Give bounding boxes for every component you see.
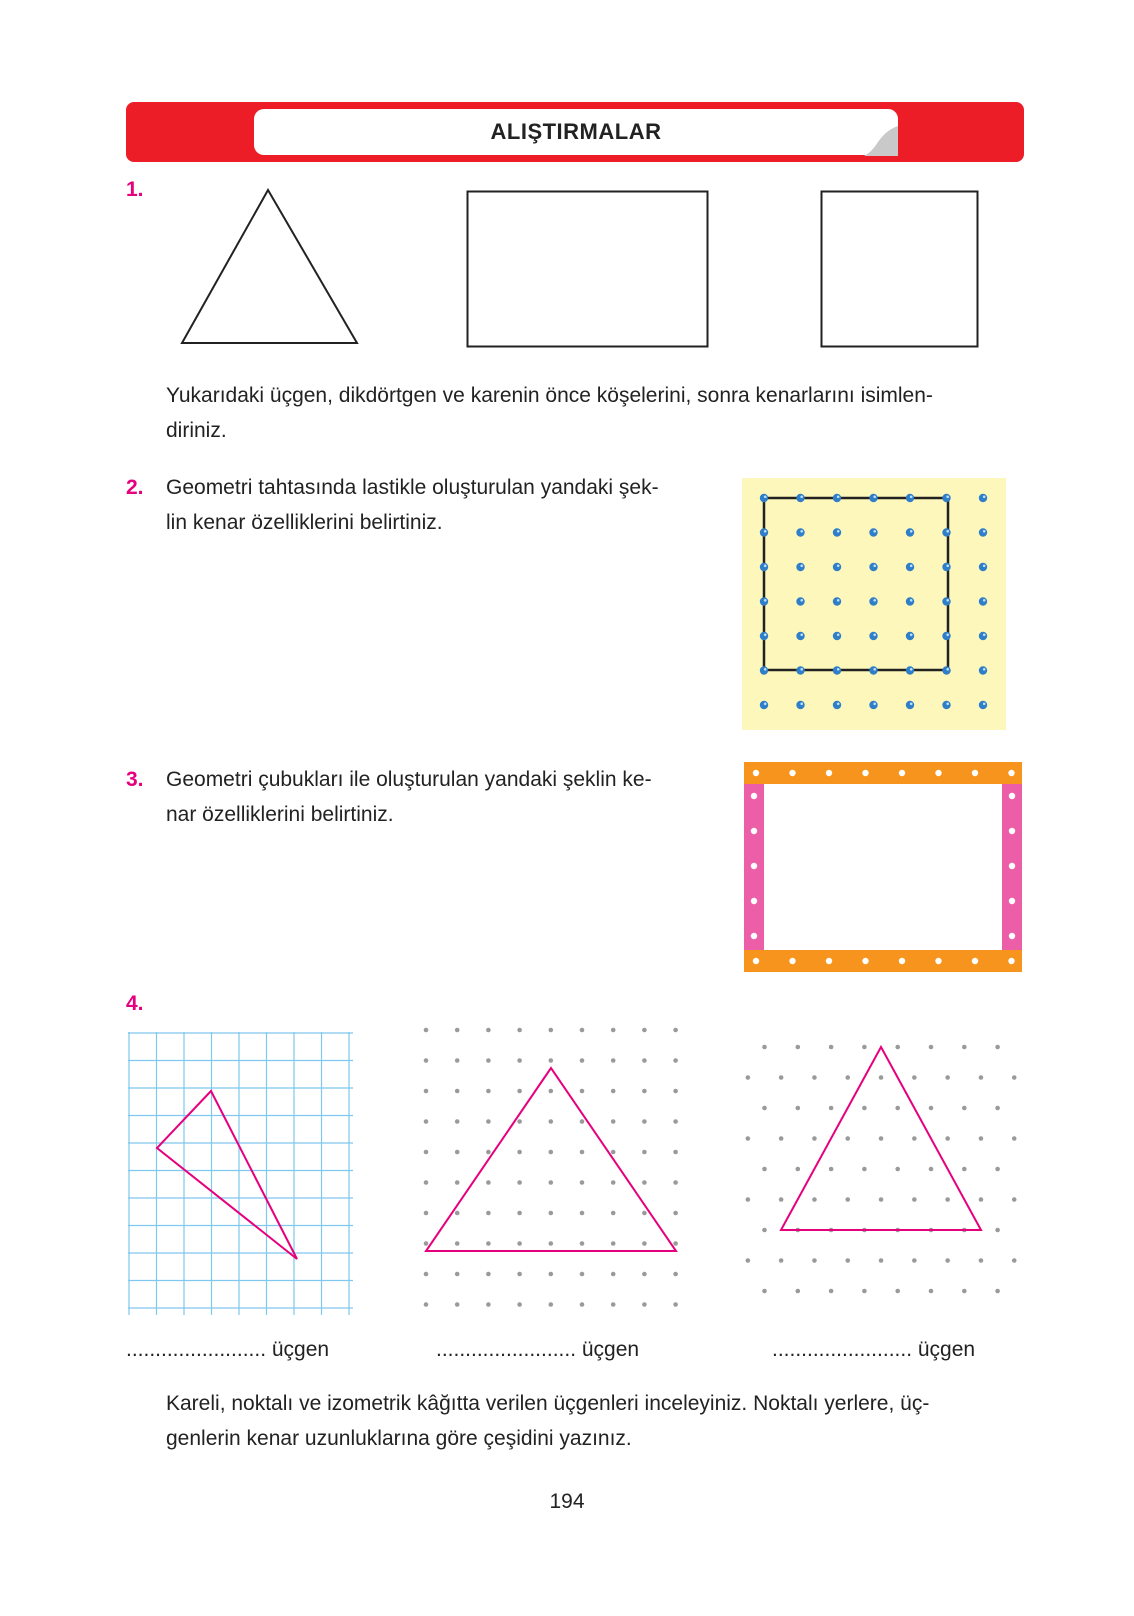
geoboard-peg bbox=[906, 632, 914, 640]
grid-dot bbox=[979, 1197, 984, 1202]
grid-dot bbox=[424, 1058, 429, 1063]
grid-dot bbox=[642, 1272, 647, 1277]
grid-dot bbox=[945, 1075, 950, 1080]
grid-dot bbox=[642, 1150, 647, 1155]
page-curl-decoration bbox=[864, 126, 898, 156]
exercise-2-text-line2: lin kenar özelliklerini belirtiniz. bbox=[166, 511, 443, 534]
grid-dot bbox=[424, 1211, 429, 1216]
geoboard-peg bbox=[979, 666, 987, 674]
geoboard-peg bbox=[869, 666, 877, 674]
grid-dot bbox=[845, 1075, 850, 1080]
grid-dot bbox=[673, 1211, 678, 1216]
geoboard-peg bbox=[906, 494, 914, 502]
grid-dot bbox=[962, 1289, 967, 1294]
grid-dot bbox=[673, 1058, 678, 1063]
grid-dot bbox=[580, 1119, 585, 1124]
geoboard-peg bbox=[979, 701, 987, 709]
grid-dot bbox=[812, 1258, 817, 1263]
square-shape bbox=[820, 190, 980, 350]
grid-dot bbox=[929, 1289, 934, 1294]
grid-dot bbox=[912, 1197, 917, 1202]
geoboard-peg bbox=[869, 494, 877, 502]
stick-hole bbox=[751, 863, 757, 869]
grid-dot bbox=[455, 1058, 460, 1063]
stick-hole bbox=[899, 770, 905, 776]
grid-dot bbox=[829, 1167, 834, 1172]
grid-dot bbox=[829, 1106, 834, 1111]
exercise-2-text-line1: Geometri tahtasında lastikle oluşturulan yandaki şek- bbox=[166, 476, 659, 499]
geoboard-peg bbox=[942, 597, 950, 605]
geoboard-peg bbox=[942, 666, 950, 674]
blank-dots: ........................ bbox=[772, 1338, 913, 1361]
grid-dot bbox=[673, 1180, 678, 1185]
grid-dot bbox=[895, 1289, 900, 1294]
grid-dot bbox=[611, 1089, 616, 1094]
grid-dot bbox=[945, 1197, 950, 1202]
grid-dot bbox=[517, 1241, 522, 1246]
grid-dot bbox=[845, 1136, 850, 1141]
geoboard-peg bbox=[796, 528, 804, 536]
geoboard-peg bbox=[979, 632, 987, 640]
geoboard-peg bbox=[833, 632, 841, 640]
grid-dot bbox=[995, 1167, 1000, 1172]
geoboard-peg bbox=[760, 701, 768, 709]
stick-hole bbox=[751, 933, 757, 939]
grid-dot bbox=[879, 1197, 884, 1202]
grid-dot bbox=[912, 1258, 917, 1263]
grid-dot bbox=[517, 1119, 522, 1124]
stick-hole bbox=[1008, 770, 1014, 776]
grid-dot bbox=[580, 1272, 585, 1277]
geoboard-peg bbox=[869, 528, 877, 536]
grid-dot bbox=[549, 1241, 554, 1246]
answer-blank-2[interactable] bbox=[436, 1338, 639, 1362]
grid-dot bbox=[796, 1289, 801, 1294]
grid-dot bbox=[779, 1197, 784, 1202]
triangle-shape bbox=[180, 188, 360, 348]
geoboard-peg bbox=[906, 666, 914, 674]
stick-hole bbox=[1009, 898, 1015, 904]
page-number: 194 bbox=[549, 1490, 585, 1513]
square-grid-paper bbox=[128, 1032, 354, 1316]
exercise-1-text-line1: Yukarıdaki üçgen, dikdörtgen ve karenin önce köşelerini, sonra kenarlarını isimlen- bbox=[166, 384, 933, 407]
grid-dot bbox=[517, 1089, 522, 1094]
stick-hole bbox=[935, 770, 941, 776]
grid-dot bbox=[879, 1136, 884, 1141]
grid-dot bbox=[580, 1180, 585, 1185]
stick-hole bbox=[751, 898, 757, 904]
stick-hole bbox=[972, 770, 978, 776]
exercise-3-text-line1: Geometri çubukları ile oluşturulan yandaki şeklin ke- bbox=[166, 768, 652, 791]
bottom-stick bbox=[744, 950, 1022, 972]
grid-dot bbox=[517, 1302, 522, 1307]
geoboard-peg bbox=[869, 632, 877, 640]
grid-dot bbox=[1012, 1258, 1017, 1263]
geoboard-peg bbox=[979, 528, 987, 536]
stick-hole bbox=[1009, 828, 1015, 834]
geoboard-peg bbox=[796, 666, 804, 674]
grid-dot bbox=[779, 1136, 784, 1141]
geoboard-peg bbox=[869, 563, 877, 571]
grid-dot bbox=[995, 1228, 1000, 1233]
grid-dot bbox=[580, 1150, 585, 1155]
grid-dot bbox=[611, 1272, 616, 1277]
grid-dot bbox=[929, 1045, 934, 1050]
grid-dot bbox=[673, 1028, 678, 1033]
grid-dot bbox=[962, 1167, 967, 1172]
grid-dot bbox=[812, 1075, 817, 1080]
exercise-3-text-line2: nar özelliklerini belirtiniz. bbox=[166, 803, 394, 826]
grid-dot bbox=[517, 1058, 522, 1063]
geometry-sticks-rectangle bbox=[744, 762, 1024, 972]
exercise-1-text-line2: diriniz. bbox=[166, 419, 227, 442]
geoboard-peg bbox=[906, 597, 914, 605]
geoboard-peg bbox=[942, 632, 950, 640]
grid-dot bbox=[486, 1028, 491, 1033]
grid-dot bbox=[746, 1197, 751, 1202]
grid-dot bbox=[611, 1241, 616, 1246]
grid-dot bbox=[424, 1272, 429, 1277]
grid-dot bbox=[517, 1180, 522, 1185]
grid-dot bbox=[945, 1258, 950, 1263]
grid-dot bbox=[862, 1106, 867, 1111]
geoboard-peg bbox=[833, 528, 841, 536]
grid-dot bbox=[486, 1180, 491, 1185]
grid-dot bbox=[979, 1136, 984, 1141]
stick-hole bbox=[826, 770, 832, 776]
grid-dot bbox=[912, 1136, 917, 1141]
exercise-4-text-line2: genlerin kenar uzunluklarına göre çeşidini yazınız. bbox=[166, 1427, 632, 1450]
exercise-4-number: 4. bbox=[126, 992, 144, 1015]
geoboard-peg bbox=[796, 701, 804, 709]
grid-dot bbox=[895, 1045, 900, 1050]
grid-dot bbox=[995, 1106, 1000, 1111]
grid-dot bbox=[673, 1272, 678, 1277]
grid-dot bbox=[549, 1211, 554, 1216]
geoboard-peg bbox=[906, 528, 914, 536]
stick-hole bbox=[935, 958, 941, 964]
isosceles-triangle bbox=[426, 1068, 676, 1251]
isometric-paper bbox=[742, 1036, 1024, 1316]
grid-dot bbox=[962, 1106, 967, 1111]
stick-hole bbox=[862, 770, 868, 776]
grid-dot bbox=[962, 1045, 967, 1050]
geoboard-peg bbox=[906, 701, 914, 709]
grid-dot bbox=[486, 1241, 491, 1246]
geoboard-peg bbox=[833, 563, 841, 571]
grid-dot bbox=[995, 1045, 1000, 1050]
grid-dot bbox=[580, 1089, 585, 1094]
grid-dot bbox=[549, 1150, 554, 1155]
grid-dot bbox=[611, 1180, 616, 1185]
geoboard-peg bbox=[833, 666, 841, 674]
grid-dot bbox=[517, 1211, 522, 1216]
rectangle-shape bbox=[466, 190, 710, 350]
geoboard-peg bbox=[760, 563, 768, 571]
grid-dot bbox=[1012, 1075, 1017, 1080]
geoboard bbox=[742, 478, 1006, 730]
answer-blank-3[interactable] bbox=[772, 1338, 975, 1362]
grid-dot bbox=[580, 1241, 585, 1246]
grid-dot bbox=[912, 1075, 917, 1080]
geoboard-peg bbox=[760, 597, 768, 605]
grid-dot bbox=[486, 1150, 491, 1155]
grid-dot bbox=[762, 1289, 767, 1294]
stick-hole bbox=[753, 770, 759, 776]
grid-dot bbox=[642, 1119, 647, 1124]
grid-dot bbox=[611, 1150, 616, 1155]
grid-dot bbox=[455, 1028, 460, 1033]
grid-dot bbox=[580, 1302, 585, 1307]
grid-dot bbox=[486, 1211, 491, 1216]
grid-dot bbox=[455, 1272, 460, 1277]
grid-dot bbox=[796, 1167, 801, 1172]
stick-hole bbox=[862, 958, 868, 964]
grid-dot bbox=[611, 1211, 616, 1216]
grid-dot bbox=[779, 1258, 784, 1263]
stick-hole bbox=[826, 958, 832, 964]
grid-dot bbox=[455, 1180, 460, 1185]
grid-dot bbox=[424, 1089, 429, 1094]
grid-dot bbox=[424, 1241, 429, 1246]
grid-dot bbox=[862, 1289, 867, 1294]
grid-dot bbox=[746, 1136, 751, 1141]
geoboard-peg bbox=[833, 701, 841, 709]
geoboard-peg bbox=[942, 494, 950, 502]
grid-dot bbox=[517, 1150, 522, 1155]
geoboard-peg bbox=[760, 528, 768, 536]
grid-dot bbox=[929, 1167, 934, 1172]
stick-hole bbox=[1008, 958, 1014, 964]
blank-suffix: üçgen bbox=[581, 1338, 640, 1361]
grid-dot bbox=[455, 1089, 460, 1094]
geoboard-peg bbox=[942, 528, 950, 536]
grid-dot bbox=[746, 1258, 751, 1263]
grid-dot bbox=[829, 1289, 834, 1294]
geoboard-peg bbox=[796, 597, 804, 605]
grid-dot bbox=[424, 1150, 429, 1155]
grid-dot bbox=[549, 1058, 554, 1063]
grid-dot bbox=[580, 1058, 585, 1063]
geoboard-peg bbox=[942, 563, 950, 571]
grid-dot bbox=[611, 1302, 616, 1307]
grid-dot bbox=[673, 1302, 678, 1307]
grid-dot bbox=[517, 1028, 522, 1033]
grid-dot bbox=[455, 1150, 460, 1155]
grid-dot bbox=[486, 1058, 491, 1063]
stick-hole bbox=[753, 958, 759, 964]
grid-dot bbox=[1012, 1197, 1017, 1202]
grid-dot bbox=[455, 1211, 460, 1216]
grid-dot bbox=[549, 1302, 554, 1307]
stick-hole bbox=[1009, 863, 1015, 869]
grid-dot bbox=[862, 1167, 867, 1172]
geoboard-peg bbox=[796, 494, 804, 502]
geoboard-peg bbox=[869, 701, 877, 709]
grid-dot bbox=[549, 1272, 554, 1277]
geoboard-peg bbox=[869, 597, 877, 605]
geoboard-peg bbox=[833, 597, 841, 605]
grid-dot bbox=[879, 1258, 884, 1263]
grid-dot bbox=[424, 1028, 429, 1033]
scalene-triangle bbox=[157, 1091, 297, 1259]
stick-hole bbox=[789, 770, 795, 776]
grid-dot bbox=[812, 1197, 817, 1202]
grid-dot bbox=[779, 1075, 784, 1080]
geoboard-peg bbox=[979, 597, 987, 605]
geoboard-peg bbox=[942, 701, 950, 709]
grid-dot bbox=[762, 1045, 767, 1050]
blank-dots: ........................ bbox=[126, 1338, 267, 1361]
grid-dot bbox=[611, 1119, 616, 1124]
stick-hole bbox=[789, 958, 795, 964]
stick-hole bbox=[751, 828, 757, 834]
stick-hole bbox=[1009, 793, 1015, 799]
grid-dot bbox=[549, 1089, 554, 1094]
grid-dot bbox=[424, 1302, 429, 1307]
grid-dot bbox=[762, 1167, 767, 1172]
grid-dot bbox=[642, 1241, 647, 1246]
geoboard-peg bbox=[979, 494, 987, 502]
grid-dot bbox=[486, 1119, 491, 1124]
geoboard-peg bbox=[796, 563, 804, 571]
grid-dot bbox=[796, 1045, 801, 1050]
grid-dot bbox=[455, 1119, 460, 1124]
grid-dot bbox=[580, 1211, 585, 1216]
blank-suffix: üçgen bbox=[271, 1338, 330, 1361]
grid-dot bbox=[642, 1211, 647, 1216]
grid-dot bbox=[895, 1167, 900, 1172]
grid-dot bbox=[762, 1228, 767, 1233]
grid-dot bbox=[549, 1028, 554, 1033]
grid-dot bbox=[746, 1075, 751, 1080]
geoboard-peg bbox=[833, 494, 841, 502]
grid-dot bbox=[642, 1058, 647, 1063]
grid-dot bbox=[895, 1106, 900, 1111]
grid-dot bbox=[673, 1241, 678, 1246]
grid-dot bbox=[455, 1241, 460, 1246]
grid-dot bbox=[995, 1289, 1000, 1294]
grid-dot bbox=[929, 1106, 934, 1111]
grid-dot bbox=[796, 1106, 801, 1111]
grid-dot bbox=[879, 1075, 884, 1080]
grid-dot bbox=[979, 1075, 984, 1080]
grid-dot bbox=[642, 1302, 647, 1307]
grid-dot bbox=[829, 1045, 834, 1050]
stick-hole bbox=[899, 958, 905, 964]
geoboard-peg bbox=[979, 563, 987, 571]
grid-dot bbox=[762, 1106, 767, 1111]
grid-dot bbox=[486, 1272, 491, 1277]
geoboard-peg bbox=[906, 563, 914, 571]
grid-dot bbox=[580, 1028, 585, 1033]
geoboard-peg bbox=[760, 666, 768, 674]
geoboard-peg bbox=[760, 632, 768, 640]
stick-hole bbox=[1009, 933, 1015, 939]
grid-dot bbox=[845, 1197, 850, 1202]
grid-dot bbox=[642, 1028, 647, 1033]
grid-dot bbox=[611, 1058, 616, 1063]
exercise-2-number: 2. bbox=[126, 476, 144, 499]
grid-dot bbox=[424, 1180, 429, 1185]
stick-hole bbox=[751, 793, 757, 799]
stick-hole bbox=[972, 958, 978, 964]
blank-suffix: üçgen bbox=[917, 1338, 976, 1361]
exercise-4-text-line1: Kareli, noktalı ve izometrik kâğıtta verilen üçgenleri inceleyiniz. Noktalı yerlere, üç- bbox=[166, 1392, 930, 1415]
grid-dot bbox=[673, 1150, 678, 1155]
dotted-paper bbox=[420, 1026, 690, 1322]
geoboard-peg bbox=[760, 494, 768, 502]
grid-dot bbox=[611, 1028, 616, 1033]
grid-dot bbox=[862, 1045, 867, 1050]
grid-dot bbox=[549, 1180, 554, 1185]
grid-dot bbox=[486, 1302, 491, 1307]
grid-dot bbox=[979, 1258, 984, 1263]
page-title: ALIŞTIRMALAR bbox=[254, 109, 898, 155]
grid-dot bbox=[945, 1136, 950, 1141]
grid-dot bbox=[845, 1258, 850, 1263]
grid-dot bbox=[642, 1180, 647, 1185]
grid-dot bbox=[455, 1302, 460, 1307]
grid-dot bbox=[424, 1119, 429, 1124]
grid-dot bbox=[1012, 1136, 1017, 1141]
geoboard-peg bbox=[796, 632, 804, 640]
grid-dot bbox=[673, 1089, 678, 1094]
blank-dots: ........................ bbox=[436, 1338, 577, 1361]
grid-dot bbox=[812, 1136, 817, 1141]
grid-dot bbox=[486, 1089, 491, 1094]
grid-dot bbox=[549, 1119, 554, 1124]
grid-dot bbox=[517, 1272, 522, 1277]
grid-dot bbox=[673, 1119, 678, 1124]
grid-dot bbox=[642, 1089, 647, 1094]
answer-blank-1[interactable] bbox=[126, 1338, 329, 1362]
top-stick bbox=[744, 762, 1022, 784]
exercise-3-number: 3. bbox=[126, 768, 144, 791]
exercise-1-number: 1. bbox=[126, 178, 144, 201]
